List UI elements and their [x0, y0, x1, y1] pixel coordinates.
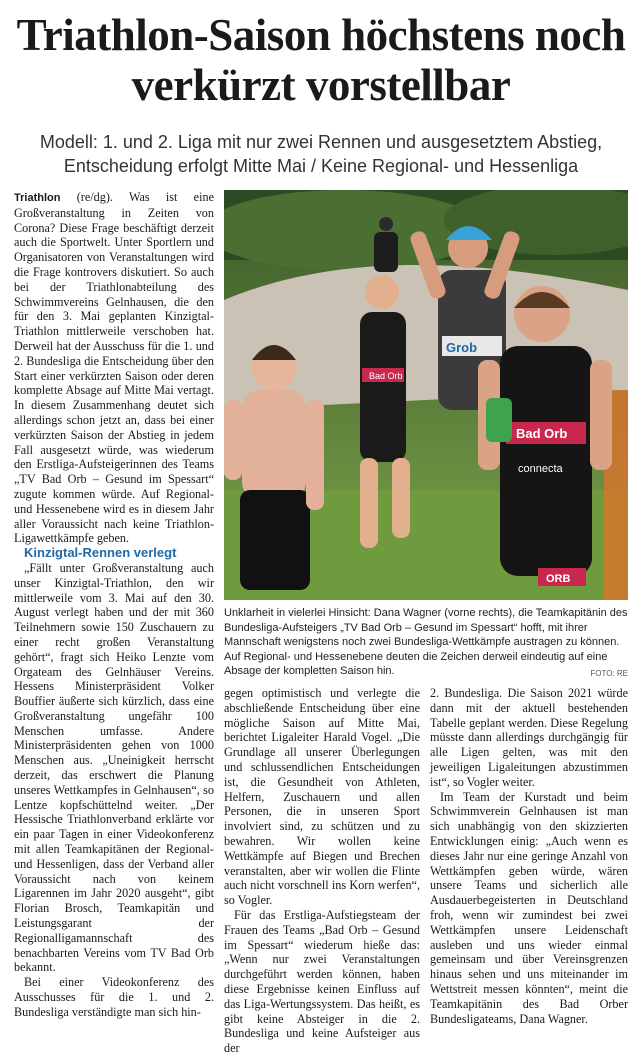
headline: Triathlon-Saison höchstens noch verkürzt vorstellbar [16, 10, 626, 110]
article-column-right [430, 686, 628, 1026]
dateline-tag: (re/dg). [60, 190, 113, 204]
paragraph-3: Bei einer Videokonferenz des Ausschusses für die 1. und 2. Bundesliga verständigte man sich hin- [14, 975, 214, 1019]
triathlon-runners-image [224, 190, 628, 600]
article-column-left [14, 190, 214, 1020]
paragraph-intro [14, 190, 214, 546]
article-photo [224, 190, 628, 600]
kit-text-front: Bad Orb [516, 426, 568, 441]
article-column-middle [224, 686, 420, 1056]
kit-text-sponsor: Grob [446, 340, 478, 355]
paragraph-4: gegen optimistisch und verlegte die abschließende Entscheidung über eine mögliche Saison auf Mitte Mai, berichtet Ligaleiter Harald Vogel. „Die Grundlage all unserer Überlegungen und schlussendlichen Entscheidungen ist, die Gesundheit von Athleten, Helfern, Zuschauern und allen Personen, die in unseren Sport involviert sind, zu schützen und zu bewahren. Wir wollen keine Wettkämpfe auf Biegen und Brechen veranstalten, aber wir wollen die Flinte auch nicht vorschnell ins Korn werfen“, so Vogler. [224, 686, 420, 908]
paragraph-1-text: Was ist eine Großveranstaltung in Zeiten von Corona? Diese Frage beschäftigt derzeit auch die Sportwelt. Unter Sportlern und Organisatoren von Veranstaltungen wird die Frage kontrovers diskutiert. So auch bei der Triathlonabteilung des Schwimmvereins Gelnhausen, die den für den 3. Mai geplanten Kinzigtal-Triathlon mittlerweile verschoben hat. Derweil hat der Ausschuss für die 1. und 2. Bundesliga die Entscheidung über den Start einer verkürzten Saison oder deren komplette Absage auf Mitte Mai vertagt. In diesem Zusammenhang deutet sich allerdings schon jetzt an, dass bei einer verkürzten Saison der Abstieg in jedem Fall ausgesetzt würde, was wiederum den Erstliga-Aufsteigerinnen des Teams „TV Bad Orb – Gesund im Spessart“ zugute kommen würde. Auf Regional- und Hessenebene wird es in diesem Jahr aller Voraussicht nach keine Triathlon-Ligawettkämpfe geben. [14, 190, 214, 546]
caption-text: Unklarheit in vielerlei Hinsicht: Dana Wagner (vorne rechts), die Teamkapitänin des Bundesliga-Aufsteigers „TV Bad Orb – Gesund im Spessart“ hofft, mit ihrer Mannschaft wenigstens noch zwei Bundesliga-Wettkämpfe austragen zu können. Auf Regional- und Hessenebene deuten die Zeichen derweil eindeutig auf eine Absage der kompletten Saison hin. [224, 607, 628, 677]
kit-text-orb: ORB [546, 573, 571, 585]
kit-text-connecta: connecta [518, 463, 563, 475]
photo-caption [224, 606, 628, 681]
paragraph-6: 2. Bundesliga. Die Saison 2021 würde dann mit der aktuell bestehenden Tabelle geplant werden. Diese Regelung müsste dann allerdings durchgängig für alle Ligen gelten, was mit den jeweiligen Ligaleitungen abzustimmen ist“, so Vogler weiter. [430, 686, 628, 789]
photo-credit: FOTO: RE [590, 668, 628, 678]
section-title: Kinzigtal-Rennen verlegt [24, 545, 177, 561]
paragraph-7: Im Team der Kurstadt und beim Schwimmverein Gelnhausen ist man sich unabhängig von den skizzierten Entwicklungen einig: „Auch wenn es dieses Jahr nur eine geringe Anzahl von Wettkämpfen geben würde, wären unsere Teams und sicherlich alle Ausdauerbegeisterten in Deutschland froh, wenn wir zumindest bei zwei Wettkämpfen unsere Leidenschaft ausleben und uns wieder einmal gemeinsam und über Vereinsgrenzen hinaus sehen und uns miteinander im Wettstreit messen könnten“, meint die Teamkapitänin des Bad Orber Bundesligateams, Dana Wagner. [430, 789, 628, 1026]
kit-text-middle: Bad Orb [369, 371, 403, 381]
paragraph-2: „Fällt unter Großveranstaltung auch unser Kinzigtal-Triathlon, den wir mittlerweile vom 3. Mai auf den 30. August verlegt haben und der mit 360 Teilnehmern sowie 150 Zuschauern zu einer recht großen Veranstaltung gehört“, fragt sich Heiko Lenzte vom Orgateam des Gelnhäuser Vereins. Hessens Ministerpräsident Volker Bouffier äußerte sich kürzlich, dass eine Großveranstaltung ungefähr 100 Menschen umfasse. Andere Ministerpräsidenten gehen von 1000 Menschen aus. „Uneinigkeit herrscht derzeit, das erschwert die Planung unseres Wettkampfes in Gelnhausen“, so Lentze kopfschüttelnd weiter. „Der Hessische Triathlonverband erklärte vor ein paar Tagen in einer Videokonferenz mit allen Teamkapitänen der Regional- und Hessenligen, dass der Verband aller Voraussicht nach von keinem Ligarennen im Jahr 2020 ausgeht“, gibt Florian Brosch, Teamkapitän und Leistungsgarant der Regionalligamannschaft des benachbarten Vereins vom TV Bad Orb bekannt. [14, 560, 214, 975]
paragraph-5: Für das Erstliga-Aufstiegsteam der Frauen des Teams „Bad Orb – Gesund im Spessart“ wiederum hieße das: „Wenn nur zwei Veranstaltungen durchgeführt werden können, haben diese Ergebnisse keinen Einfluss auf das Liga-Wertungssystem. Das heißt, es gibt keine Absteiger in die 2. Bundesliga und keine Aufsteiger aus der [224, 907, 420, 1056]
dateline: Triathlon [14, 192, 61, 204]
subheadline: Modell: 1. und 2. Liga mit nur zwei Rennen und ausgesetztem Abstieg, Entscheidung erfolgt Mitte Mai / Keine Regional- und Hessenliga [39, 132, 603, 176]
